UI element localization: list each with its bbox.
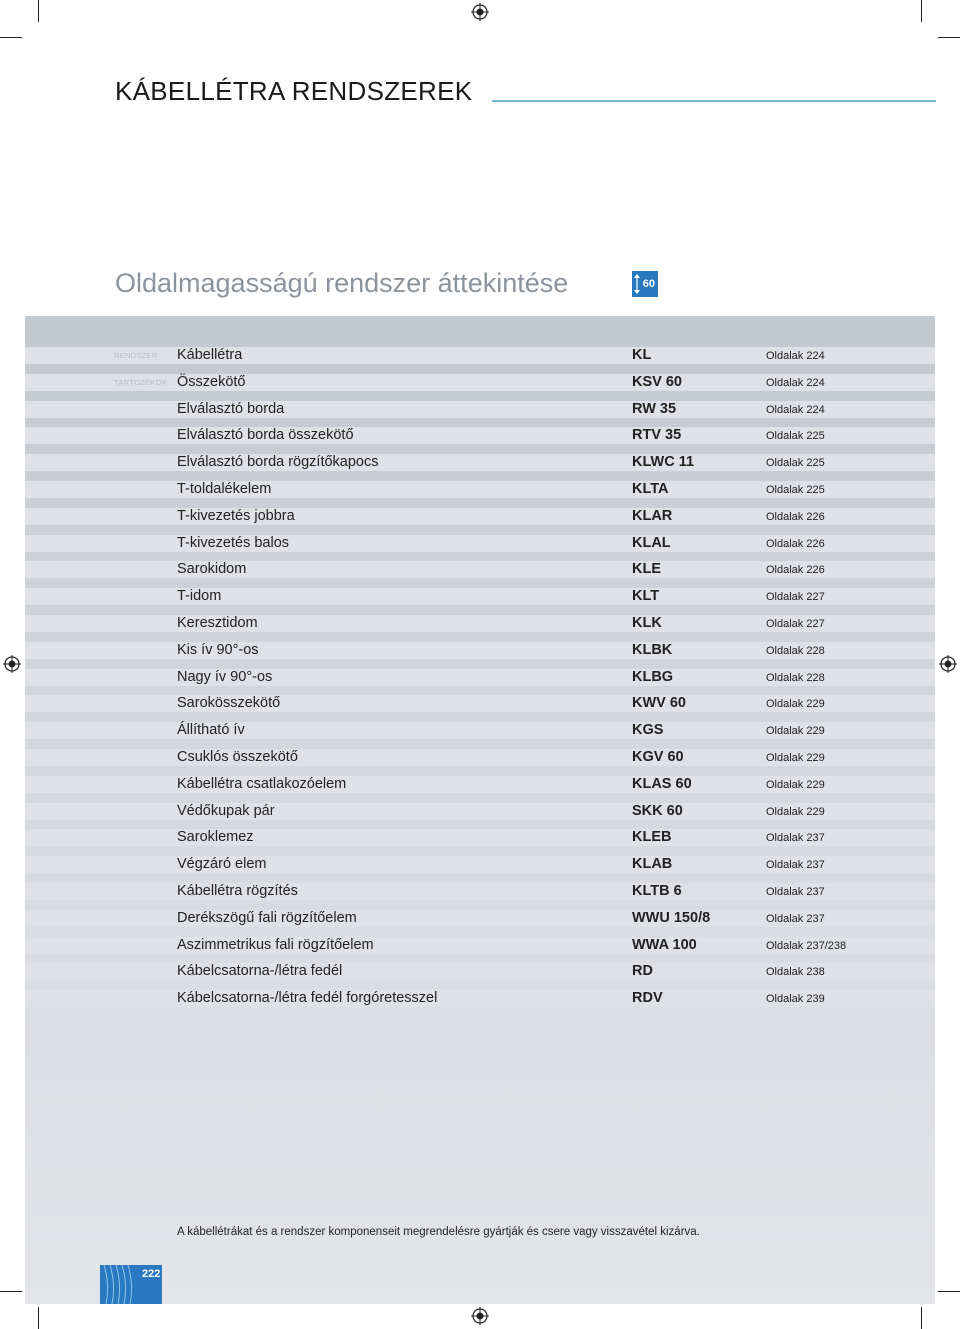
double-arrow-icon	[634, 274, 640, 294]
row-page-ref: Oldalak 226	[766, 511, 825, 523]
row-label: Kis ív 90°-os	[177, 642, 259, 658]
registration-mark-icon	[3, 655, 21, 673]
crop-mark	[921, 0, 922, 22]
crop-mark	[0, 1291, 22, 1292]
row-code: KLAS 60	[632, 776, 692, 792]
crop-mark	[938, 1291, 960, 1292]
row-page-ref: Oldalak 237	[766, 913, 825, 925]
row-label: Végzáró elem	[177, 856, 267, 872]
side-label-accessories: TARTOZÉKOK	[114, 378, 168, 387]
row-label: Kábelcsatorna-/létra fedél forgóretesszel	[177, 990, 438, 1006]
row-page-ref: Oldalak 226	[766, 564, 825, 576]
row-label: T-kivezetés balos	[177, 535, 290, 551]
row-page-ref: Oldalak 237	[766, 832, 825, 844]
row-code: RW 35	[632, 401, 677, 417]
row-label: T-idom	[177, 588, 222, 604]
row-page-ref: Oldalak 224	[766, 350, 825, 362]
row-page-ref: Oldalak 224	[766, 404, 825, 416]
registration-mark-icon	[939, 655, 957, 673]
row-code: KGV 60	[632, 749, 684, 765]
page-number: 222	[142, 1268, 161, 1280]
row-label: Kábellétra rögzítés	[177, 883, 298, 899]
row-code: KLAR	[632, 508, 673, 524]
row-label: T-kivezetés jobbra	[177, 508, 295, 524]
row-code: KLEB	[632, 829, 672, 845]
row-page-ref: Oldalak 238	[766, 966, 825, 978]
row-label: Keresztidom	[177, 615, 258, 631]
row-label: Sarokösszekötő	[177, 695, 281, 711]
row-page-ref: Oldalak 229	[766, 725, 825, 737]
row-label: Kábellétra	[177, 347, 243, 363]
row-code: KL	[632, 347, 652, 363]
row-code: KLTB 6	[632, 883, 682, 899]
row-code: KLBK	[632, 642, 673, 658]
row-code: WWA 100	[632, 937, 697, 953]
row-label: Saroklemez	[177, 829, 254, 845]
row-page-ref: Oldalak 237/238	[766, 940, 847, 952]
row-code: SKK 60	[632, 803, 683, 819]
registration-mark-icon	[471, 1307, 489, 1325]
row-label: Nagy ív 90°-os	[177, 669, 273, 685]
row-label: Aszimmetrikus fali rögzítőelem	[177, 937, 374, 953]
row-page-ref: Oldalak 229	[766, 806, 825, 818]
row-label: Csuklós összekötő	[177, 749, 298, 765]
row-page-ref: Oldalak 237	[766, 859, 825, 871]
row-code: KLTA	[632, 481, 669, 497]
row-page-ref: Oldalak 225	[766, 430, 825, 442]
row-page-ref: Oldalak 229	[766, 698, 825, 710]
crop-mark	[38, 0, 39, 22]
row-label: Derékszögű fali rögzítőelem	[177, 910, 357, 926]
row-code: RD	[632, 963, 653, 979]
crop-mark	[938, 37, 960, 38]
row-label: Sarokidom	[177, 561, 247, 577]
footnote: A kábellétrákat és a rendszer komponenseit megrendelésre gyártják és csere vagy visszavétel kizárva.	[177, 1226, 700, 1238]
row-code: KLAL	[632, 535, 671, 551]
row-code: KSV 60	[632, 374, 682, 390]
page-title: KÁBELLÉTRA RENDSZEREK	[115, 76, 473, 106]
side-label-system: RENDSZER	[114, 351, 158, 360]
height-badge	[632, 271, 658, 297]
row-label: Kábelcsatorna-/létra fedél	[177, 963, 343, 979]
row-page-ref: Oldalak 225	[766, 484, 825, 496]
row-page-ref: Oldalak 229	[766, 779, 825, 791]
row-label: Összekötő	[177, 374, 246, 390]
row-code: KLE	[632, 561, 661, 577]
section-title: Oldalmagasságú rendszer áttekintése	[115, 268, 569, 298]
crop-mark	[921, 1307, 922, 1329]
title-rule	[492, 100, 936, 102]
crop-mark	[38, 1307, 39, 1329]
row-page-ref: Oldalak 224	[766, 377, 825, 389]
row-code: RTV 35	[632, 427, 682, 443]
row-page-ref: Oldalak 227	[766, 618, 825, 630]
row-code: KLBG	[632, 669, 674, 685]
row-code: KLAB	[632, 856, 673, 872]
row-page-ref: Oldalak 228	[766, 645, 825, 657]
row-label: T-toldalékelem	[177, 481, 272, 497]
row-label: Védőkupak pár	[177, 803, 275, 819]
row-page-ref: Oldalak 227	[766, 591, 825, 603]
row-label: Elválasztó borda rögzítőkapocs	[177, 454, 379, 470]
row-label: Állítható ív	[177, 722, 245, 738]
row-label: Elválasztó borda	[177, 401, 285, 417]
row-page-ref: Oldalak 239	[766, 993, 825, 1005]
row-label: Kábellétra csatlakozóelem	[177, 776, 347, 792]
row-label: Elválasztó borda összekötő	[177, 427, 354, 443]
ladder-graphic-icon	[100, 1265, 140, 1304]
registration-mark-icon	[471, 3, 489, 21]
row-page-ref: Oldalak 237	[766, 886, 825, 898]
row-code: KWV 60	[632, 695, 686, 711]
row-code: KLWC 11	[632, 454, 695, 470]
row-code: KLT	[632, 588, 660, 604]
row-page-ref: Oldalak 225	[766, 457, 825, 469]
row-code: RDV	[632, 990, 663, 1006]
badge-value: 60	[642, 278, 655, 290]
row-code: KLK	[632, 615, 662, 631]
row-page-ref: Oldalak 226	[766, 538, 825, 550]
row-code: WWU 150/8	[632, 910, 711, 926]
row-page-ref: Oldalak 228	[766, 672, 825, 684]
crop-mark	[0, 37, 22, 38]
row-page-ref: Oldalak 229	[766, 752, 825, 764]
row-code: KGS	[632, 722, 664, 738]
